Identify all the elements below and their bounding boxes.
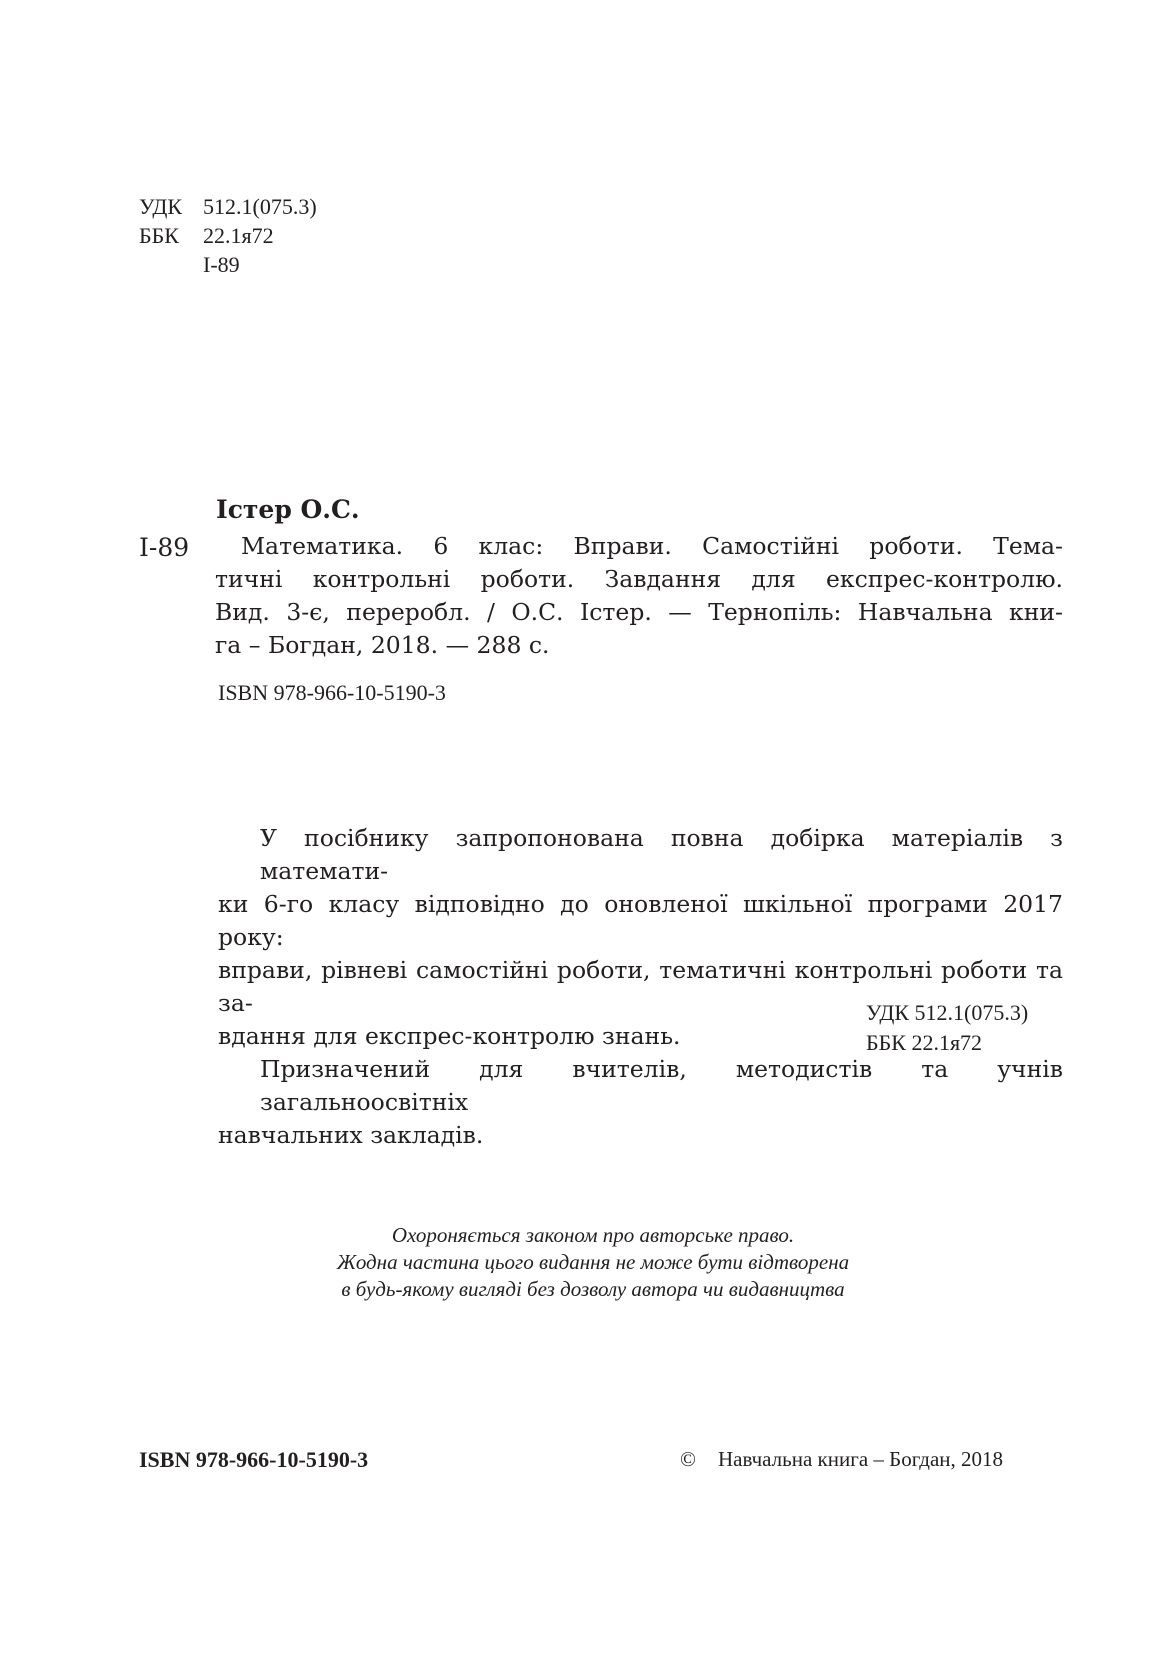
description-line: тичні контрольні роботи. Завдання для експрес-контролю. [215, 565, 1063, 593]
notice-line: Охороняється законом про авторське право. [391, 1223, 795, 1247]
annotation-line: ки 6-го класу відповідно до оновленої шкільної програми 2017 року: [218, 890, 1063, 951]
annotation-line: вправи, рівневі самостійні роботи, тематичні контрольні роботи та за- [218, 956, 1063, 1017]
copyright-symbol: © [680, 1447, 696, 1471]
udk-value: 512.1(075.3) [203, 194, 317, 219]
annotation-bbk: ББК 22.1я72 [866, 1030, 983, 1055]
footer-copyright [680, 1447, 1003, 1472]
bbk-line [139, 221, 317, 250]
annotation [218, 822, 1063, 1152]
description-line: Математика. 6 клас: Вправи. Самостійні роботи. Тема- [241, 532, 1063, 560]
udk-label: УДК [139, 194, 183, 219]
author-name: Істер О.С. [216, 495, 360, 524]
author-mark: І-89 [203, 252, 240, 277]
description-line: га – Богдан, 2018. — 288 с. [215, 631, 550, 659]
record-author-mark: І-89 [139, 533, 190, 562]
bbk-label: ББК [139, 223, 179, 248]
author-mark-line [139, 250, 317, 279]
record-isbn: ISBN 978-966-10-5190-3 [218, 680, 446, 705]
annotation-line: навчальних закладів. [218, 1121, 484, 1149]
annotation-line: У посібнику запропонована повна добірка матеріалів з математи- [260, 824, 1063, 885]
publisher-copyright: Навчальна книга – Богдан, 2018 [718, 1447, 1004, 1471]
classification-codes [139, 192, 317, 279]
annotation-udk: УДК 512.1(075.3) [866, 1000, 1029, 1025]
notice-line: Жодна частина цього видання не може бути відтворена [336, 1250, 850, 1274]
bbk-value: 22.1я72 [203, 223, 274, 248]
bibliographic-description [215, 530, 1063, 662]
annotation-line: Призначений для вчителів, методистів та учнів загальноосвітніх [260, 1055, 1063, 1116]
copyright-notice [310, 1222, 876, 1303]
udk-line [139, 192, 317, 221]
annotation-line: вдання для експрес-контролю знань. [218, 1022, 681, 1050]
footer-isbn: ISBN 978-966-10-5190-3 [139, 1447, 369, 1472]
annotation-codes [866, 998, 1028, 1058]
notice-line: в будь-якому вигляді без дозволу автора чи видавництва [341, 1277, 845, 1301]
description-line: Вид. 3-є, переробл. / О.С. Істер. — Тернопіль: Навчальна кни- [215, 598, 1063, 626]
